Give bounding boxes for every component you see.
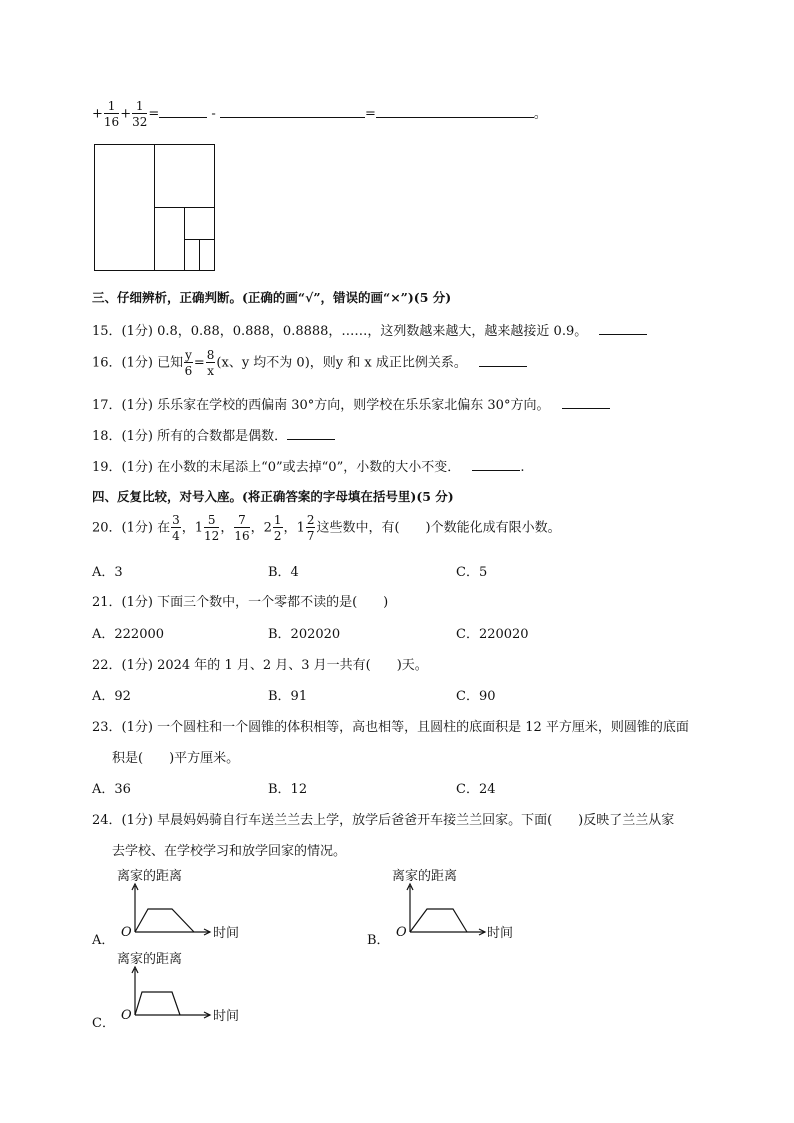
option-b-letter[interactable]: B． [367,933,390,948]
answer-blank[interactable] [287,427,335,440]
question-text: 20．(1分) 在 [92,520,171,536]
option-a[interactable]: A．222000 [92,627,165,642]
fraction-1-32: $\frac{1}{32}$ [132,99,148,129]
question-18 [92,425,335,444]
fraction-7-16: $\frac{7}{16}$ [234,513,250,543]
period: 。 [533,106,547,122]
graph-origin: O [396,925,407,940]
distance-time-graph-c [130,965,220,1025]
section-heading: 四、反复比较，对号入座。(将正确答案的字母填在括号里)(5 分) [92,489,454,504]
question-17 [92,394,610,413]
option-c-letter[interactable]: C． [92,1016,115,1031]
answer-blank[interactable] [472,458,520,471]
distance-time-graph-a [130,882,220,942]
answer-blank[interactable] [599,322,647,335]
question-20: 20．(1分) 在 $\frac{3}{4}$ ，1 $\frac{5}{12}$ ， $\frac{7}{16}$ ，2 $\frac{1}{2}$ ，1 $\frac{2}{7}$ 这些数中，有( )个数能化成有限小数。 [92,513,561,543]
option-a[interactable]: A．36 [92,782,131,797]
mixed-number-1-2-7: 1 $\frac{2}{7}$ [296,513,315,543]
question-text: 15．(1分) 0.8，0.88，0.888，0.8888，……，这列数越来越大，越来越接近 0.9。 [92,324,588,339]
graph-x-label: 时间 [487,926,514,941]
plus-sign: + [92,106,103,122]
graph-y-label: 离家的距离 [117,869,183,884]
option-a-letter[interactable]: A． [92,933,115,948]
option-b[interactable]: B．12 [268,782,308,797]
option-c[interactable]: C．220020 [456,627,529,642]
minus-sign: - [211,106,216,122]
graph-y-label: 离家的距离 [117,952,183,967]
question-text: 19．(1分) 在小数的末尾添上“0”或去掉“0”，小数的大小不变． [92,460,461,475]
graph-origin: O [121,1008,132,1023]
option-a[interactable]: A．92 [92,689,131,704]
answer-blank[interactable] [376,105,534,118]
option-c[interactable]: C．24 [456,782,496,797]
fraction-y-6: $\frac{y}{6}$ [184,348,193,378]
square-subdivision-figure [94,144,216,272]
question-23: 23．(1分) 一个圆柱和一个圆锥的体积相等，高也相等，且圆柱的底面积是 12 平方厘米，则圆锥的底面 [92,720,689,735]
equals-sign: = [148,106,160,122]
formula-line [92,100,547,128]
question-text: (x、y 均不为 0)，则y 和 x 成正比例关系。 [216,355,467,371]
option-a[interactable]: A．3 [92,565,123,580]
question-16: 16．(1分) 已知 $\frac{y}{6}$ = $\frac{8}{x}$ (x、y 均不为 0)，则y 和 x 成正比例关系。 [92,349,527,377]
graph-x-label: 时间 [213,926,240,941]
question-text: 17．(1分) 乐乐家在学校的西偏南 30°方向，则学校在乐乐家北偏东 30°方向。 [92,398,550,413]
question-22: 22．(1分) 2024 年的 1 月、2 月、3 月一共有( )天。 [92,658,428,673]
fraction-3-4: $\frac{3}{4}$ [172,513,180,543]
answer-blank[interactable] [479,354,527,367]
mixed-number-2-1-2: 2 $\frac{1}{2}$ [263,513,282,543]
plus-sign: + [120,106,132,122]
distance-time-graph-b [405,882,495,942]
question-23-continued: 积是( )平方厘米。 [112,751,240,766]
graph-y-label: 离家的距离 [392,869,458,884]
equals-sign: = [364,106,376,122]
section-heading: 三、仔细辨析，正确判断。(正确的画“√”，错误的画“×”)(5 分) [92,290,452,305]
answer-blank[interactable] [562,396,610,409]
graph-origin: O [121,925,132,940]
option-b[interactable]: B．4 [268,565,299,580]
question-text: 这些数中，有( )个数能化成有限小数。 [316,520,561,536]
question-19: 19．(1分) 在小数的末尾添上“0”或去掉“0”，小数的大小不变． . [92,460,525,475]
fraction-8-x: $\frac{8}{x}$ [206,348,215,378]
option-c[interactable]: C．90 [456,689,496,704]
option-c[interactable]: C．5 [456,565,488,580]
question-text: 16．(1分) 已知 [92,355,184,371]
answer-blank[interactable] [159,105,207,118]
question-text: 18．(1分) 所有的合数都是偶数． [92,429,288,444]
fraction-1-16: $\frac{1}{16}$ [103,99,120,129]
answer-blank[interactable] [220,105,365,118]
mixed-number-1-5-12: 1 $\frac{5}{12}$ [194,513,220,543]
question-24: 24．(1分) 早晨妈妈骑自行车送兰兰去上学，放学后爸爸开车接兰兰回家。下面( )反映了兰兰从家 [92,813,675,828]
option-b[interactable]: B．202020 [268,627,341,642]
question-24-continued: 去学校、在学校学习和放学回家的情况。 [112,844,347,859]
option-b[interactable]: B．91 [268,689,308,704]
question-21: 21．(1分) 下面三个数中，一个零都不读的是( ) [92,595,389,610]
question-15 [92,320,647,339]
graph-x-label: 时间 [213,1009,240,1024]
